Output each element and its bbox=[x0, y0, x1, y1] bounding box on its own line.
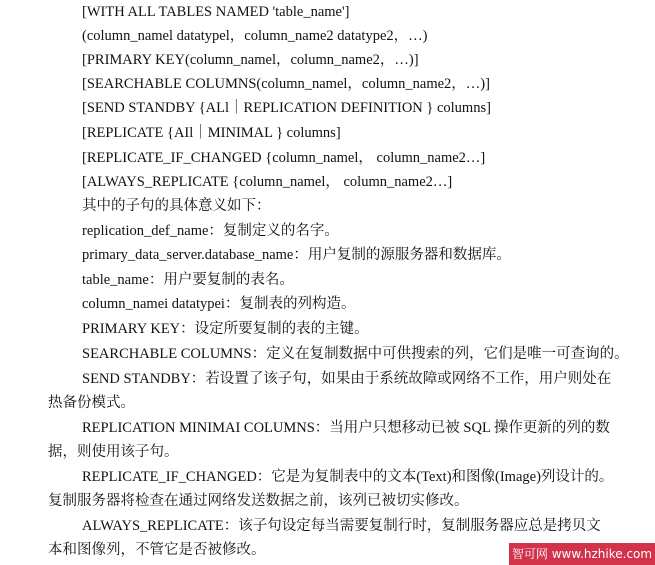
syntax-line: [PRIMARY KEY(column_namel，column_name2，…)] bbox=[82, 52, 419, 68]
paragraph-line: 本和图像列，不管它是否被修改。 bbox=[48, 542, 266, 558]
paragraph-line: SEND STANDBY：若设置了该子句，如果由于系统故障或网络不工作，用户则处在 bbox=[82, 371, 612, 387]
paragraph-line: REPLICATION MINIMAI COLUMNS：当用户只想移动已被 SQL 操作更新的列的数 bbox=[82, 420, 610, 436]
paragraph-line: 据，则使用该子句。 bbox=[48, 444, 179, 460]
definition-item: column_namei datatypei：复制表的列构造。 bbox=[82, 296, 356, 312]
syntax-line: (column_namel datatypel，column_name2 datatype2，…) bbox=[82, 28, 428, 44]
definition-item: replication_def_name：复制定义的名字。 bbox=[82, 223, 339, 239]
syntax-line: [ALWAYS_REPLICATE {column_namel， column_name2…] bbox=[82, 174, 453, 190]
syntax-line: [WITH ALL TABLES NAMED 'table_name'] bbox=[82, 4, 350, 20]
syntax-line: [SEARCHABLE COLUMNS(column_namel，column_name2，…)] bbox=[82, 76, 490, 92]
definition-item: PRIMARY KEY：设定所要复制的表的主键。 bbox=[82, 321, 369, 337]
definition-item: SEARCHABLE COLUMNS：定义在复制数据中可供搜索的列，它们是唯一可查询的。 bbox=[82, 346, 629, 362]
paragraph-line: 热备份模式。 bbox=[48, 395, 135, 411]
paragraph-line: 复制服务器将检查在通过网络发送数据之前，该列已被切实修改。 bbox=[48, 493, 469, 509]
syntax-line: [SEND STANDBY {ALl｜REPLICATION DEFINITION } columns] bbox=[82, 100, 491, 116]
paragraph-line: ALWAYS_REPLICATE：该子句设定每当需要复制行时，复制服务器应总是拷贝文 bbox=[82, 518, 601, 534]
syntax-line: [REPLICATE_IF_CHANGED {column_namel， column_name2…] bbox=[82, 150, 486, 166]
paragraph-line: REPLICATE_IF_CHANGED：它是为复制表中的文本(Text)和图像(Image)列设计的。 bbox=[82, 469, 614, 485]
watermark-badge: 智可网 www.hzhike.com bbox=[509, 543, 655, 565]
definition-item: table_name：用户要复制的表名。 bbox=[82, 272, 294, 288]
syntax-line: [REPLICATE {AIl｜MINIMAL } columns] bbox=[82, 125, 341, 141]
definition-item: primary_data_server.database_name：用户复制的源服务器和数据库。 bbox=[82, 247, 511, 263]
intro-text: 其中的子句的具体意义如下： bbox=[82, 198, 271, 214]
